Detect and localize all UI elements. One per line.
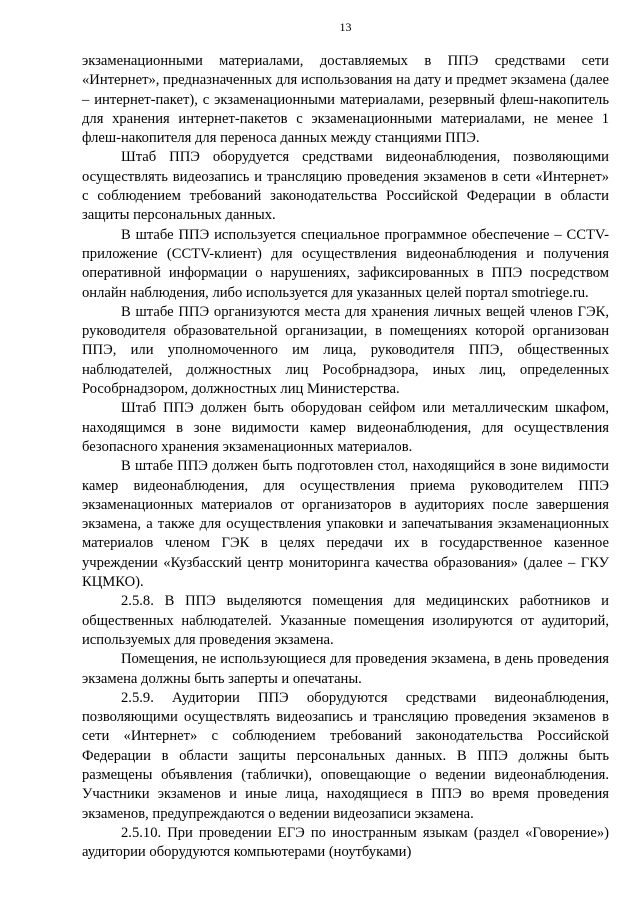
paragraph-2-5-10: 2.5.10. При проведении ЕГЭ по иностранным языкам (раздел «Говорение») аудитории оборудуются компьютерами (ноутбуками) xyxy=(82,824,609,861)
paragraph-unused-rooms: Помещения, не использующиеся для проведения экзамена, в день проведения экзамена должны быть заперты и опечатаны. xyxy=(82,651,609,687)
paragraph-2-5-9: 2.5.9. Аудитории ППЭ оборудуются средствами видеонаблюдения, позволяющими осуществлять видеозапись и трансляцию проведения экзаменов в сети «Интернет» с соблюдением требований законодательства Российской Федерации в области защиты персональных данных. В ППЭ должны быть размещены объявления (таблички), оповещающие о ведении видеонаблюдения. Участники экзаменов и иные лица, находящиеся в ППЭ во время проведения экзаменов, предупреждаются о ведении видеозаписи экзамена. xyxy=(82,689,609,822)
paragraph-personal-storage: В штабе ППЭ организуются места для хранения личных вещей членов ГЭК, руководителя образовательной организации, в помещениях которой организован ППЭ, или уполномоченного им лица, руководителя ППЭ, общественных наблюдателей, должностных лиц Рособрнадзора, иных лиц, определенных Рособрнадзором, должностных лиц Министерства. xyxy=(82,303,609,398)
paragraph-continuation: экзаменационными материалами, доставляемых в ППЭ средствами сети «Интернет», предназначенных для использования на дату и предмет экзамена (далее – интернет-пакет), с экзаменационными материалами, резервный флеш-накопитель для хранения интернет-пакетов с экзаменационными материалами, не менее 1 флеш-накопителя для переноса данных между станциями ППЭ. xyxy=(82,53,609,147)
paragraph-2-5-8: 2.5.8. В ППЭ выделяются помещения для медицинских работников и общественных наблюдателей. Указанные помещения изолируются от аудиторий, используемых для проведения экзамена. xyxy=(82,593,609,648)
paragraph-safe: Штаб ППЭ должен быть оборудован сейфом или металлическим шкафом, находящимся в зоне видимости камер видеонаблюдения, для осуществления безопасного хранения экзаменационных материалов. xyxy=(82,400,609,455)
document-page xyxy=(82,20,609,862)
paragraph-staff-video: Штаб ППЭ оборудуется средствами видеонаблюдения, позволяющими осуществлять видеозапись и трансляцию проведения экзаменов в сети «Интернет» с соблюдением требований законодательства Российской Федерации в области защиты персональных данных. xyxy=(82,149,609,224)
page-number: 13 xyxy=(339,20,352,34)
paragraph-cctv-software: В штабе ППЭ используется специальное программное обеспечение – CCTV-приложение (CCTV-клиент) для осуществления видеонаблюдения и получения оперативной информации о нарушениях, зафиксированных в ППЭ посредством онлайн наблюдения, либо используется для указанных целей портал smotriege.ru. xyxy=(82,226,609,301)
paragraph-table: В штабе ППЭ должен быть подготовлен стол, находящийся в зоне видимости камер видеонаблюдения, для осуществления приема руководителем ППЭ экзаменационных материалов от организаторов в аудиториях после завершения экзамена, а также для осуществления упаковки и запечатывания экзаменационных материалов членом ГЭК в целях передачи их в государственное казенное учреждении «Кузбасский центр мониторинга качества образования» (далее – ГКУ КЦМКО). xyxy=(82,458,609,591)
